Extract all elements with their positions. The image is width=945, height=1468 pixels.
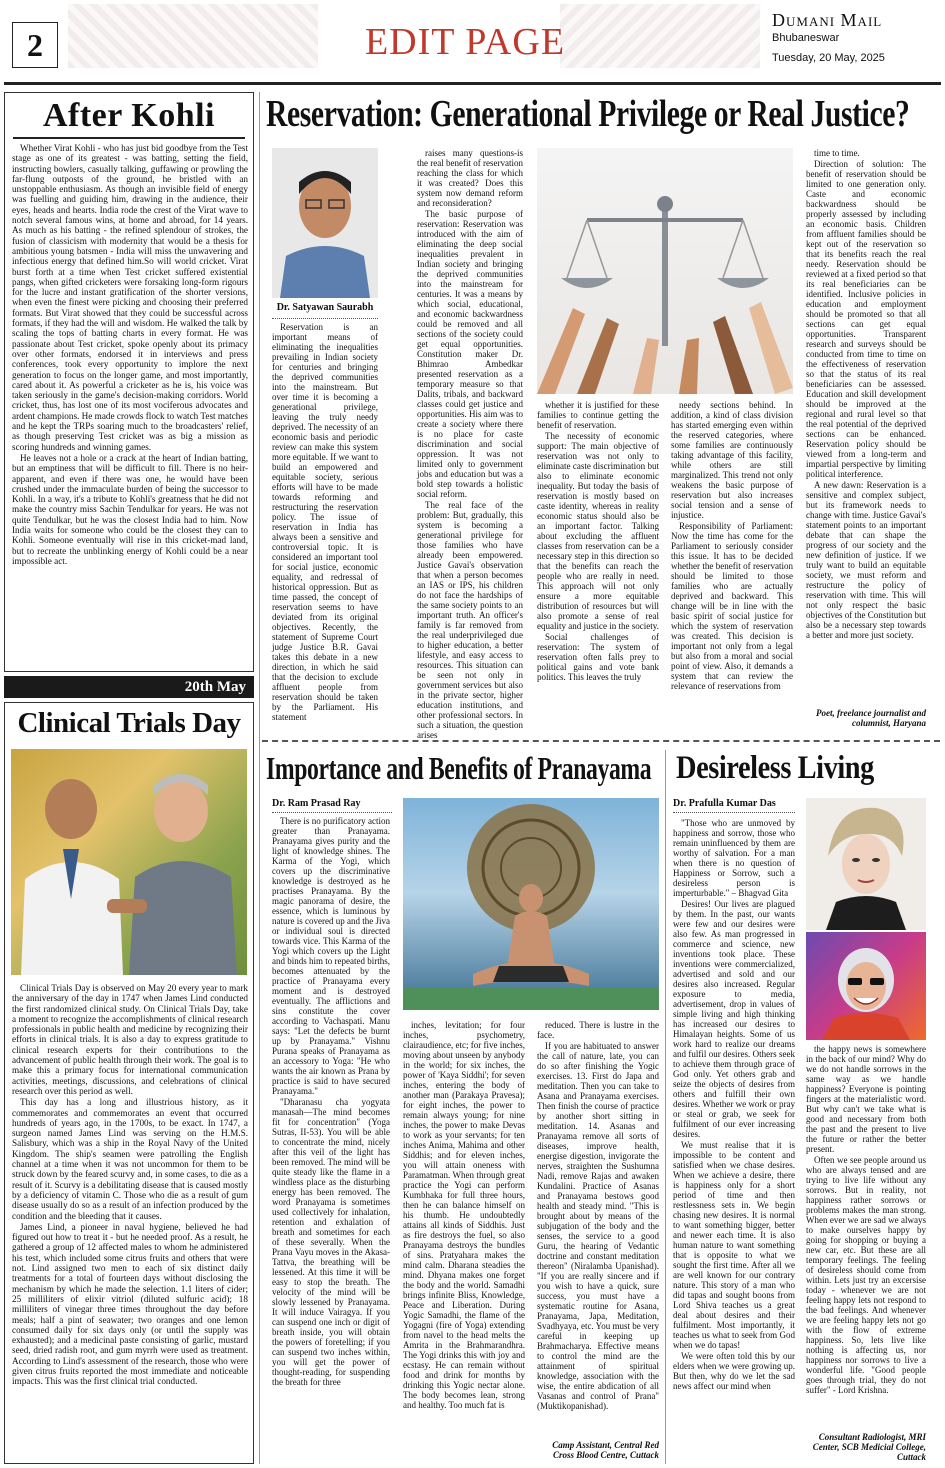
clinical-box	[4, 702, 254, 1464]
reservation-paragraph: Responsibility of Parliament: Now the time has come for the Parliament to seriously consider this issue. It has to be decided whether the benefit of reservation should be limited to those families who are actually deprived and backward. This change will be in line with the basic spirit of social justice for which the system of reservation was created. This decision is important not only from a legal but also from a moral and social point of view. Also, it demands a system that can review the relevance of reservations from	[671, 521, 793, 691]
doctor-patient-photo	[11, 749, 247, 975]
reservation-paragraph: The basic purpose of reservation: Reservation was introduced with the aim of eliminating the deep social inequalities prevalent in Indian society and bringing the deprived communities into the mainstream for centuries. It was a means by which social, educational, and economic backwardness could be removed and all sections of the society could get equal opportunities. Constitution maker Dr. Bhimrao Ambedkar presented reservation as a temporary measure so that Dalits, tribals, and backward classes could get justice and opportunities. His aim was to create a society where there is no place for caste discrimination and social oppression. It was not limited only to government jobs and education but was a bold step towards a holistic social reform.	[417, 209, 523, 499]
desireless-paragraph: We must realise that it is impossible to be content and satisfied when we chase desires. When we achieve a desire, there is happiness only for a short period of time and then restlessness sets in. We begin chasing new desires. It is normal to want something bigger, better and newer each time. It is also human nature to want something that is opposite to what we sought the first time. After all we are well known for our contrary nature. This story of a man who did tapas and sought boons from Lord Shiva teaches us a great deal about desires and their fulfilment. Most importantly, it teaches us what to seek from God when we do tapas!	[673, 1140, 795, 1350]
byline-rule	[272, 318, 378, 319]
desireless-paragraph: We were often told this by our elders when we were growing up. But then, why do we let the sad news affect our mind when	[673, 1351, 795, 1391]
reservation-col-5	[806, 148, 926, 688]
kohli-headline-rule	[13, 137, 245, 139]
reservation-col-4	[671, 400, 793, 734]
kohli-paragraph: Whether Virat Kohli - who has just bid goodbye from the Test stage as one of its greatest - was batting, setting the field, instructing bowlers, casually talking, guffawing or prowling the far-flung outposts of the ground, he bristled with an unstoppable enthusiasm. As though an invisible field of energy was fuelling and guiding him, drawing in the audience, their eyes, heads and hearts. India rode the crest of the Virat wave to notch several famous wins, at home and abroad, for 14 years. As much as his batting - the refined splendour of strokes, the fusion of classicism with modernity that would be a thesis for ambitious young batsmen - India will miss the unwavering and infectious energy that defined him.So will world cricket. Virat burst forth at a time when Test cricket suffered existential pangs, when gifted cricketers were forsaking long-form rigours for the lucre and instant gratification of the shorter versions, when even the finest were picking and choosing their preferred formats. But Virat showed that they could be successful across formats, if they had the will and wisdom. He walked the talk by scaling the tops of batting charts in every format. He was passionate about Test cricket, spoke openly about its primacy over other formats, endorsed it in interviews and press conferences, took every opportunity to implore the next generation to focus on the longer game, and most importantly, cared about it. As powerful a cricketer as he is, his voice was taken seriously in the game's decision-making corridors. World cricket, thus, has lost one of its most vociferous advocates and ardent champions. He made crowds flock to watch Test matches and he kept the TRPs soaring much to the broadcasters' relief, as though preserving Test cricket was as big a mission as scoring hundreds and winning games.	[12, 143, 248, 452]
desireless-paragraph: Often we see people around us who are always tensed and are trying to live life without any sorrows. But in reality, not happiness rather sorrows or problems makes the man strong. When ever we are sad we always to make ourselves happy by going for shopping or buying a new car, etc. But these are all temporary feelings. The feeling of desireless should come from within. Lets just try an excersise today - whenever we are not feeling happy lets not respond to the bad feelings. And whenever we are feeling happy lets not go with the flow of extreme happiness. So, lets live like nothing is affecting us, nor happiness nor sorrows to live a wonderful life. "Good people goes through trial, they do not suffer" - Lord Krishna.	[806, 1155, 926, 1395]
reservation-paragraph: Reservation is an important means of eliminating the inequalities prevailing in Indian society for centuries and bringing the deprived communities into the mainstream. But over time it is becoming a generational privilege, leaving the truly needy deprived. The necessity of an economic basis and periodic review can make this system more equitable. If we want to build an empowered and equitable society, serious efforts will have to be made towards reforming and restructuring the reservation policy. The issue of reservation in India has always been a sensitive and controversial topic. It is considered an important tool for social justice, economic equality, and redressal of historical oppression. But as time passed, the concept of reservation seems to have deviated from its original objectives. Recently, the statement of Supreme Court judge Justice B.R. Gavai takes this debate in a new direction, in which he said that the decision to exclude affluent people from reservation should be taken by the Parliament. His statement	[272, 322, 378, 722]
reservation-paragraph: needy sections behind. In addition, a kind of class division has started emerging even within the reserved categories, where some families are continuously taking advantage of this facility, while others are still marginalized. This trend not only weakens the basic purpose of reservation but also increases social tension and a sense of injustice.	[671, 400, 793, 520]
doctor-patient-illustration	[11, 749, 247, 975]
pranayama-headline: Importance and Benefits of Pranayama	[266, 750, 652, 786]
pranayama-col-1	[272, 816, 390, 1462]
woman-smiling-illustration	[806, 932, 926, 1040]
paper-name: Dumani Mail	[772, 10, 883, 30]
kohli-box	[4, 92, 254, 672]
reservation-paragraph: time to time.	[814, 148, 860, 158]
clinical-body	[12, 983, 248, 1459]
desireless-paragraph: the happy news is somewhere in the back of our mind? Why do we do not handle sorrows in the same way as we handle happiness? Everyone is pointing fingers at the materialistic word. But why can't we take what is good and necessary from both the past and the present to live the future or rather the better present.	[806, 1044, 926, 1154]
clinical-paragraph: Clinical Trials Day is observed on May 20 every year to mark the anniversary of the day in 1747 when James Lind conducted the first randomized clinical study. On Clinical Trials Day, take a moment to recognize the accomplishments of clinical research professionals in public health and medicine by recognizing their efforts in clinical trials. It is also a day to express gratitude to clinical research experts for their contributions to the advancement of public health through their work. The goal is to make this a primary focus for international communication activities, meetings, discussions, and celebrations of clinical research over this period as well.	[12, 983, 248, 1096]
reservation-paragraph: A new dawn: Reservation is a sensitive and complex subject, but its framework needs to change with time. Justice Gavai's statement points to an important debate that can shape the progress of our society and the new definition of justice. If we truly want to build an equitable society, we must reform and restructure the policy of reservation with time. This will not only respect the basic objectives of the Constitution but also be a necessary step towards a better and more just society.	[806, 480, 926, 640]
issue-date: Tuesday, 20 May, 2025	[772, 52, 885, 64]
reservation-paragraph: Social challenges of reservation: The system of reservation often falls prey to political gains and vote bank politics. This leaves the truly	[537, 632, 659, 682]
byline-rule	[673, 812, 795, 813]
column-divider	[665, 750, 666, 1464]
pranayama-paragraph: reduced. There is lustre in the face.	[537, 1020, 659, 1040]
section-divider	[262, 740, 940, 742]
desireless-author-signature: Consultant Radiologist, MRI Center, SCB Medicial College, Cuttack	[812, 1432, 926, 1462]
yoga-illustration	[403, 798, 659, 1010]
scales-of-justice-photo	[537, 148, 793, 394]
author-photo-satyawan	[272, 148, 378, 298]
pranayama-paragraph: inches, levitation; for four inches, psychometry, clairaudience, etc; for five inches, moving about unseen by anybody in the world; for six inches, the power of 'Kaya Siddhi'; for seven inches, entering the body of another man (Parakaya Pravesa); for eight inches, the power to remain always young; for nine inches, the power to make Devas to work as your servants; for ten inches Anima, Mahima and other Siddhis; and for eleven inches, you will attain oneness with Paramatman. When through great practice the Yogi can perform Kumbhaka for full three hours, then he can balance himself on his thumb. He undoubtedly attains all kinds of Siddhis. Just as fire destroys the fuel, so also Pranayama destroys the bundles of sins. Pratyahara makes the mind calm. Dharana steadies the mind. Dhyana makes one forget the body and the world. Samadhi brings infinite Bliss, Knowledge, Peace and Liberation. During Yogic Samadhi, the flame of the Yogagni (fire of Yoga) extending from navel to the head melts the Amrita in the Brahmarandhra. The Yogi drinks this with joy and ecstasy. He can remain without food and drink for months by drinking this Yogic nectar alone. The body becomes lean, strong and healthy. Too much fat is	[403, 1020, 525, 1410]
reservation-paragraph: The real face of the problem: But, gradually, this system is becoming a generational privilege for those families who have already been empowered. Justice Gavai's observation that when a person becomes an IAS or IPS, his children do not face the hardships of the same society points to an important truth. An officer's family is far removed from the real underprivileged due to higher education, a better lifestyle, and easy access to resources. This situation can be seen not only in government services but also in the private sector, higher education institutions, and other professional sectors. In such a situation, the question arises	[417, 500, 523, 740]
pranayama-paragraph: "Dharanasu cha yogyata manasah—The mind becomes fit for concentration" (Yoga Sutras, II-53). You will be able to concentrate the mind, nicely after this veil of the light has been removed. The mind will be quite steady like the flame in a windless place as the disturbing energy has been removed. The word Pranayama is sometimes used collectively for inhalation, retention and exhalation of breath and sometimes for each of these severally. When the Prana Vayu moves in the Akasa-Tattva, the breathing will be lessened. At this time it will be easy to stop the breath. The velocity of the mind will be slowly lessened by Pranayama. It will induce Vairagya. If you can suspend one inch or digit of breath inside, you will obtain the powers of foretelling; if you can suspend two inches within, you will get the power of thought-reading, for suspending the breath for three	[272, 1097, 390, 1387]
pranayama-col-2	[403, 1020, 525, 1462]
pranayama-paragraph: There is no purificatory action greater than Pranayama. Pranayama gives purity and the light of knowledge shines. The Karma of the Yogi, which covers up the discriminative knowledge is destroyed as he practises Pranayama. By the magic panorama of desire, the essence, which is luminous by nature is covered up and the Jiva or individual soul is directed towards vice. This Karma of the Yogi which covers up the Light and binds him to repeated births, becomes attenuated by the practice of Pranayama every moment and is destroyed eventually. The afflictions and sins constitute the cover according to Vachaspati. Manu says: "Let the defects be burnt up by Pranayama." Vishnu Purana speaks of Pranayama as an accessory to Yoga: "He who wants the air known as Prana by practice is said to have secured Pranayama."	[272, 816, 390, 1096]
author-portrait	[272, 148, 378, 298]
reservation-author-signature: Poet, freelance journalist and columnist, Haryana	[816, 708, 926, 728]
byline-rule	[272, 812, 392, 813]
woman-portrait-illustration	[806, 798, 926, 930]
reservation-paragraph: whether it is justified for these families to continue getting the benefit of reservation.	[537, 400, 659, 430]
pranayama-col-3	[537, 1020, 659, 1432]
scales-illustration	[537, 148, 793, 394]
reservation-col-3	[537, 400, 659, 734]
reservation-paragraph: Direction of solution: The benefit of reservation should be limited to one generation only. Caste and economic backwardness should be properly assessed by including an economic basis. Children from affluent families should be kept out of the reservation so that its benefits reach the real needy. Reservation should be reviewed at a fixed period so that its real beneficiaries can be identified. Inclusive policies in education and employment should be promoted so that all sections can get equal opportunities. Transparent research and surveys should be conducted from time to time on the effectiveness of reservation so that the status of its real beneficiaries can be assessed. Education and skill development should be improved at the regional and rural level so that the real potential of the deprived sections can be enhanced. Reservation policy should be viewed from a long-term and impartial perspective by limiting political interference.	[806, 159, 926, 479]
city: Bhubaneswar	[772, 32, 840, 44]
reservation-paragraph: raises many questions-is the real benefit of reservation reaching the class for which it was created? Does this system now demand reform and reconsideration?	[417, 148, 523, 208]
kohli-body	[12, 143, 248, 667]
date-banner-text: 20th May	[184, 679, 246, 695]
desireless-col-2	[806, 1044, 926, 1428]
reservation-headline: Reservation: Generational Privilege or Real Justice?	[266, 93, 910, 135]
author-name-ramprasad: Dr. Ram Prasad Ray	[272, 798, 361, 809]
kohli-paragraph: He leaves not a hole or a crack at the heart of Indian batting, but an emptiness that will be difficult to fill. There is no heir-apparent, and even if there was one, he would have been crushed under the immaculate burden of being the successor to Kohli. In a way, it's a tribute to Kohli's greatness that he did not make the country miss Sachin Tendulkar for years. He was not quite Tendulkar, but he was the closest India had to him. Now India waits for someone who could be the closest they can to Kohli. Someone eventually will rise in this cricket-mad land, but to recreate the unblinking energy of Kohli could be a near impossible act.	[12, 452, 248, 566]
date-banner	[4, 676, 254, 698]
author-name-satyawan: Dr. Satyawan Saurabh	[276, 302, 374, 313]
desireless-headline: Desireless Living	[676, 750, 874, 786]
yoga-meditation-photo	[403, 798, 659, 1010]
reservation-col-1	[272, 322, 378, 734]
pranayama-author-signature: Camp Assistant, Central Red Cross Blood Centre, Cuttack	[552, 1440, 659, 1460]
author-name-prafulla: Dr. Prafulla Kumar Das	[673, 798, 776, 809]
woman-portrait-photo	[806, 798, 926, 930]
masthead	[0, 0, 945, 86]
clinical-paragraph: This day has a long and illustrious history, as it commemorates and commemorates an event that occurred hundreds of years ago, in the 1700s, to be exact. In 1747, a surgeon named James Lind was serving on the H.M.S. Salisbury, which was a ship in the Royal Navy of the United Kingdom. The ship's seamen were patrolling the English channel at a time when it was not uncommon for them to be struck down by the feared scurvy and, in some cases, to die as a result of it. Scurvy is a debilitating disease that is caused mostly by a deficiency of vitamin C. Those who die as a result of gum disease usually do so as a result of an infection produced by the condition and the bleeding that it causes.	[12, 1097, 248, 1221]
reservation-col-2	[417, 148, 523, 740]
masthead-rule	[4, 82, 941, 85]
page-number-box	[12, 22, 58, 68]
section-title: EDIT PAGE	[364, 21, 566, 63]
clinical-paragraph: James Lind, a pioneer in naval hygiene, believed he had figured out how to treat it - but he needed proof. As a result, he gathered a group of 12 affected males to whom he administered his test, which included some citrus fruits and others that were not. Lind assigned two men to each of six distinct daily treatments for a total of fourteen days without disclosing the mechanism by which he made the selection. 1.1 liters of cider; 25 milliliters of elixir vitriol (diluted sulfuric acid); 18 milliliters of vinegar three times throughout the day before meals; half a pint of seawater; two oranges and one lemon consumed daily for six days only (or until the supply was exhausted); and a medicinal paste consisting of garlic, mustard seed, dried radish root, and gum myrrh were used as treatment. According to Lind's assessment of the research, those who were given citrus fruits reported the most immediate and noticeable impacts. This was the first clinical trial conducted.	[12, 1221, 248, 1387]
desireless-paragraph: Desires! Our lives are plagued by them. In the past, our wants were few and our desires were also few. As man progressed in commerce and science, new inventions took place. These inventions were commercialized, advertised and sold and our desires also increased. Regular exposure to media, advertisement, drop in values of simple living and high thinking has increased our desires to Himalayan heights. Some of us work hard to realize our dreams and fulfil our desires. Others seek to achieve them through grace of God only. Yet others grab and seize the objects of desires from others and fulfill their own desires. Whether we work or pray or steal or grab, we seek for fulfilment of our ever increasing desires.	[673, 899, 795, 1139]
reservation-paragraph: The necessity of economic support: The main objective of reservation was not only to eliminate caste discrimination but also to eliminate economic inequality. But today the basis of reservation is mostly based on caste identity, whereas in reality economic status should also be an important factor. Talking about excluding the affluent classes from reservation can be a necessary step in this direction so that the benefits can reach the people who are really in need. This approach will not only ensure a more equitable distribution of resources but will also promote a sense of real equality and justice in the society.	[537, 431, 659, 631]
desireless-col-1	[673, 818, 795, 1464]
page-number: 2	[27, 27, 43, 63]
main-column-divider	[259, 92, 260, 1464]
masthead-ornament-left	[68, 4, 318, 68]
kohli-headline: After Kohli	[42, 97, 215, 134]
woman-smiling-photo	[806, 932, 926, 1040]
desireless-paragraph: "Those who are unmoved by happiness and sorrow, those who remain uninfluenced by them are worthy of salvation. For a man when there is no question of Happiness or Sorrow, such a desireless person is imperturbable." – Bhagvad Gita	[673, 818, 795, 898]
pranayama-paragraph: If you are habituated to answer the call of nature, late, you can do so after finishing the Yogic exercises. 13. First do Japa and meditation. Then you can take to Asana and Pranayama exercises. Then finish the course of practice by another short sitting in meditation. 14. Asanas and Pranayama remove all sorts of diseases, improve health, energise digestion, invigorate the nerves, straighten the Sushumna Nadi, remove Rajas and awaken Kundalini. Practice of Asanas and Pranayama bestows good health and steady mind. "This is brought about by means of the subjugation of the body and the senses, the service to a good Guru, the hearing of Vedantic doctrine and constant meditation thereon" (Niralamba Upanishad). "If you are really sincere and if you wish to have a quick, sure success, you must have a systematic routine for Asana, Pranayama, Japa, Meditation, Svadhyaya, etc. You must be very careful in keeping up Brahmacharya. Effective means to control the mind are the attainment of spiritual knowledge, association with the wise, the entire abdication of all Vasanas and control of Prana" (Muktikopanishad).	[537, 1041, 659, 1411]
clinical-headline: Clinical Trials Day	[17, 707, 241, 739]
